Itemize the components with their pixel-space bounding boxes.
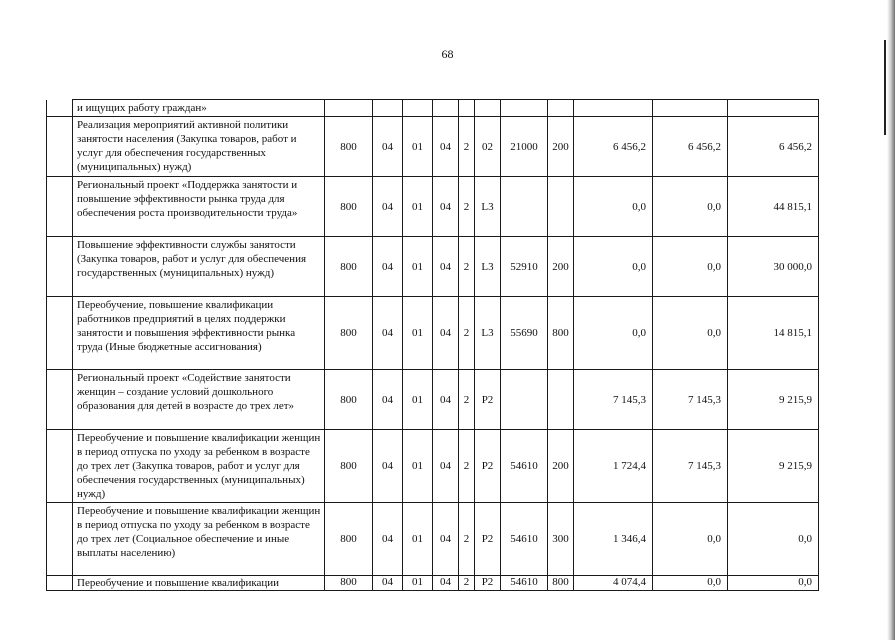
cell-direction-code: 54610 [501, 430, 548, 503]
cell-expense-type: 200 [548, 237, 574, 297]
cell-empty-margin [47, 297, 73, 370]
cell-empty-margin [47, 117, 73, 177]
cell-expense-type [548, 100, 574, 117]
cell-section: 04 [373, 297, 403, 370]
cell-subsection: 01 [403, 576, 433, 591]
cell-project-code: P2 [475, 503, 501, 576]
cell-subprogram: 2 [459, 177, 475, 237]
table-row [47, 430, 819, 503]
cell-direction-code: 21000 [501, 117, 548, 177]
page-number: 68 [441, 47, 454, 61]
table-row [47, 297, 819, 370]
cell-project-code: P2 [475, 576, 501, 591]
cell-section [373, 100, 403, 117]
cell-empty-margin [47, 177, 73, 237]
cell-subprogram: 2 [459, 576, 475, 591]
cell-subprogram: 2 [459, 503, 475, 576]
cell-item-name: Реализация мероприятий активной политики занятости населения (Закупка товаров, работ и услуг для обеспечения государственных (муниципальных) нужд) [73, 117, 325, 177]
cell-direction-code [501, 100, 548, 117]
cell-expense-type: 300 [548, 503, 574, 576]
cell-program: 04 [433, 370, 459, 430]
cell-amount-year-3: 44 815,1 [728, 177, 819, 237]
table-row [47, 370, 819, 430]
cell-amount-year-3: 0,0 [728, 576, 819, 591]
cell-amount-year-3: 9 215,9 [728, 370, 819, 430]
cell-ministry-code: 800 [325, 237, 373, 297]
cell-ministry-code: 800 [325, 117, 373, 177]
cell-subprogram: 2 [459, 237, 475, 297]
cell-project-code: P2 [475, 370, 501, 430]
cell-section: 04 [373, 177, 403, 237]
cell-ministry-code [325, 100, 373, 117]
cell-direction-code [501, 177, 548, 237]
cell-ministry-code: 800 [325, 430, 373, 503]
cell-amount-year-2: 0,0 [653, 237, 728, 297]
cell-empty-margin [47, 237, 73, 297]
cell-subsection: 01 [403, 237, 433, 297]
cell-direction-code [501, 370, 548, 430]
cell-amount-year-3: 9 215,9 [728, 430, 819, 503]
cell-amount-year-3: 0,0 [728, 503, 819, 576]
cell-empty-margin [47, 503, 73, 576]
table-row [47, 503, 819, 576]
cell-amount-year-1 [574, 100, 653, 117]
table-row [47, 177, 819, 237]
cell-amount-year-1: 0,0 [574, 177, 653, 237]
cell-ministry-code: 800 [325, 177, 373, 237]
cell-direction-code: 52910 [501, 237, 548, 297]
cell-section: 04 [373, 237, 403, 297]
cell-program: 04 [433, 237, 459, 297]
cell-ministry-code: 800 [325, 503, 373, 576]
cell-amount-year-2 [653, 100, 728, 117]
scan-mark [884, 40, 886, 135]
table-row [47, 576, 819, 591]
cell-amount-year-1: 1 346,4 [574, 503, 653, 576]
table-row [47, 100, 819, 117]
cell-subsection: 01 [403, 297, 433, 370]
cell-item-name: Повышение эффективности службы занятости (Закупка товаров, работ и услуг для обеспечения государственных (муниципальных) нужд) [73, 237, 325, 297]
cell-amount-year-2: 0,0 [653, 503, 728, 576]
cell-subprogram: 2 [459, 370, 475, 430]
cell-subsection: 01 [403, 503, 433, 576]
cell-program: 04 [433, 503, 459, 576]
cell-expense-type: 200 [548, 117, 574, 177]
cell-project-code: L3 [475, 177, 501, 237]
cell-program: 04 [433, 430, 459, 503]
cell-program: 04 [433, 177, 459, 237]
cell-project-code [475, 100, 501, 117]
cell-empty-margin [47, 430, 73, 503]
table-row [47, 237, 819, 297]
cell-subsection: 01 [403, 117, 433, 177]
cell-subprogram [459, 100, 475, 117]
cell-program [433, 100, 459, 117]
cell-section: 04 [373, 117, 403, 177]
budget-table [46, 99, 819, 591]
cell-item-name: Региональный проект «Содействие занятости женщин – создание условий дошкольного образования для детей в возрасте до трех лет» [73, 370, 325, 430]
cell-amount-year-1: 1 724,4 [574, 430, 653, 503]
cell-project-code: P2 [475, 430, 501, 503]
cell-item-name: Переобучение и повышение квалификации женщин в период отпуска по уходу за ребенком в возрасте до трех лет (Социальное обеспечение и иные выплаты населению) [73, 503, 325, 576]
cell-item-name: Региональный проект «Поддержка занятости и повышение эффективности рынка труда для обеспечения роста производительности труда» [73, 177, 325, 237]
cell-subprogram: 2 [459, 117, 475, 177]
cell-program: 04 [433, 576, 459, 591]
cell-amount-year-3 [728, 100, 819, 117]
cell-amount-year-3: 30 000,0 [728, 237, 819, 297]
cell-amount-year-2: 7 145,3 [653, 430, 728, 503]
cell-amount-year-1: 4 074,4 [574, 576, 653, 591]
cell-amount-year-1: 0,0 [574, 237, 653, 297]
cell-amount-year-2: 0,0 [653, 297, 728, 370]
cell-amount-year-3: 6 456,2 [728, 117, 819, 177]
cell-ministry-code: 800 [325, 576, 373, 591]
cell-item-name: и ищущих работу граждан» [73, 100, 325, 117]
table-row [47, 117, 819, 177]
cell-expense-type: 800 [548, 297, 574, 370]
cell-amount-year-2: 6 456,2 [653, 117, 728, 177]
cell-ministry-code: 800 [325, 370, 373, 430]
cell-expense-type [548, 177, 574, 237]
cell-program: 04 [433, 117, 459, 177]
cell-subsection: 01 [403, 430, 433, 503]
cell-expense-type: 200 [548, 430, 574, 503]
cell-item-name: Переобучение и повышение квалификации [73, 576, 325, 591]
cell-subprogram: 2 [459, 430, 475, 503]
cell-item-name: Переобучение и повышение квалификации женщин в период отпуска по уходу за ребенком в возрасте до трех лет (Закупка товаров, работ и услуг для обеспечения государственных (муниципальных) нужд) [73, 430, 325, 503]
cell-direction-code: 54610 [501, 576, 548, 591]
cell-expense-type: 800 [548, 576, 574, 591]
cell-amount-year-2: 7 145,3 [653, 370, 728, 430]
cell-empty-margin [47, 576, 73, 591]
cell-item-name: Переобучение, повышение квалификации работников предприятий в целях поддержки занятости и повышения эффективности рынка труда (Иные бюджетные ассигнования) [73, 297, 325, 370]
cell-amount-year-2: 0,0 [653, 177, 728, 237]
cell-subsection: 01 [403, 177, 433, 237]
cell-amount-year-1: 7 145,3 [574, 370, 653, 430]
cell-project-code: 02 [475, 117, 501, 177]
cell-project-code: L3 [475, 297, 501, 370]
cell-section: 04 [373, 430, 403, 503]
cell-expense-type [548, 370, 574, 430]
cell-amount-year-1: 6 456,2 [574, 117, 653, 177]
cell-amount-year-3: 14 815,1 [728, 297, 819, 370]
cell-empty-margin [47, 370, 73, 430]
cell-amount-year-2: 0,0 [653, 576, 728, 591]
cell-empty-margin [47, 100, 73, 117]
cell-section: 04 [373, 370, 403, 430]
cell-amount-year-1: 0,0 [574, 297, 653, 370]
cell-direction-code: 55690 [501, 297, 548, 370]
cell-project-code: L3 [475, 237, 501, 297]
cell-subprogram: 2 [459, 297, 475, 370]
cell-program: 04 [433, 297, 459, 370]
cell-direction-code: 54610 [501, 503, 548, 576]
cell-subsection [403, 100, 433, 117]
scan-shadow-edge [887, 0, 895, 640]
cell-ministry-code: 800 [325, 297, 373, 370]
cell-section: 04 [373, 576, 403, 591]
cell-section: 04 [373, 503, 403, 576]
cell-subsection: 01 [403, 370, 433, 430]
